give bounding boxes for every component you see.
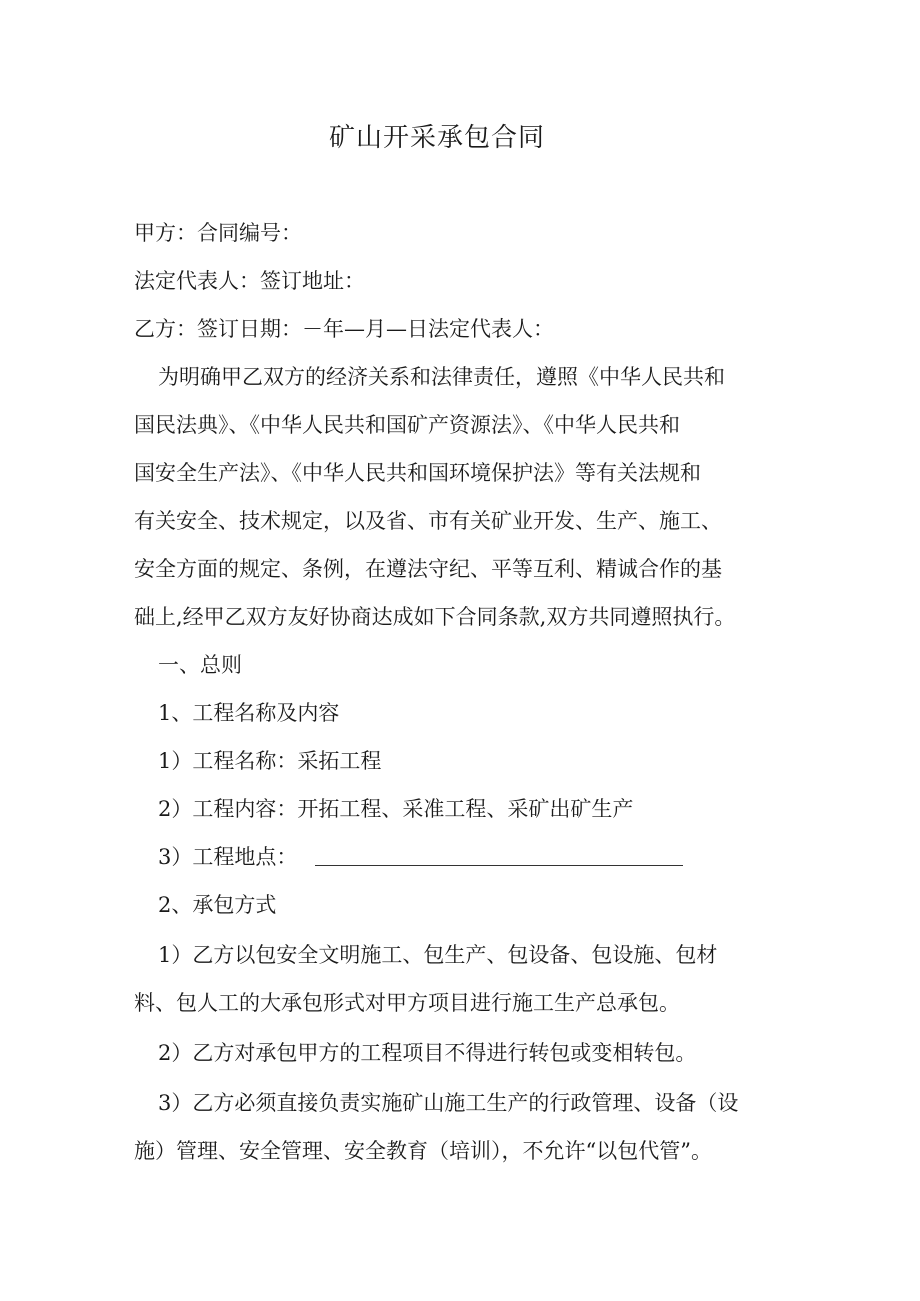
party-a-line: 甲方：合同编号： (134, 221, 302, 245)
item-project-location (158, 842, 683, 872)
item-project-content: 2）工程内容：开拓工程、采准工程、采矿出矿生产 (158, 797, 634, 821)
preamble-line-1: 为明确甲乙双方的经济关系和法律责任，遵照《中华人民共和 (158, 365, 725, 389)
item-project-location-label: 3）工程地点： (158, 845, 298, 869)
legal-rep-line: 法定代表人：签订地址： (134, 269, 365, 293)
item-method-3-line-2: 施）管理、安全管理、安全教育（培训），不允许“以包代管”。 (134, 1139, 712, 1163)
item-method-1-line-2: 料、包人工的大承包形式对甲方项目进行施工生产总承包。 (134, 991, 680, 1015)
item-method-1-line-1: 1）乙方以包安全文明施工、包生产、包设备、包设施、包材 (158, 943, 718, 967)
preamble-line-6: 础上,经甲乙双方友好协商达成如下合同条款,双方共同遵照执行。 (134, 605, 736, 629)
item-method-2: 2）乙方对承包甲方的工程项目不得进行转包或变相转包。 (158, 1041, 697, 1065)
item-method-3-line-1: 3）乙方必须直接负责实施矿山施工生产的行政管理、设备（设 (158, 1091, 739, 1115)
section-general-heading: 一、总则 (158, 653, 242, 677)
preamble-line-2: 国民法典》、《中华人民共和国矿产资源法》、《中华人民共和 (134, 413, 680, 437)
party-b-line: 乙方：签订日期：－年—月—日法定代表人： (134, 317, 554, 341)
item-project-name-content: 1、工程名称及内容 (158, 701, 340, 725)
item-contract-method: 2、承包方式 (158, 893, 277, 917)
preamble-line-4: 有关安全、技术规定，以及省、市有关矿业开发、生产、施工、 (134, 509, 722, 533)
preamble-line-5: 安全方面的规定、条例，在遵法守纪、平等互利、精诚合作的基 (134, 557, 722, 581)
location-blank-line (315, 845, 683, 866)
preamble-line-3: 国安全生产法》、《中华人民共和国环境保护法》等有关法规和 (134, 461, 701, 485)
item-project-name: 1）工程名称：采拓工程 (158, 749, 382, 773)
document-title: 矿山开采承包合同 (328, 123, 545, 153)
